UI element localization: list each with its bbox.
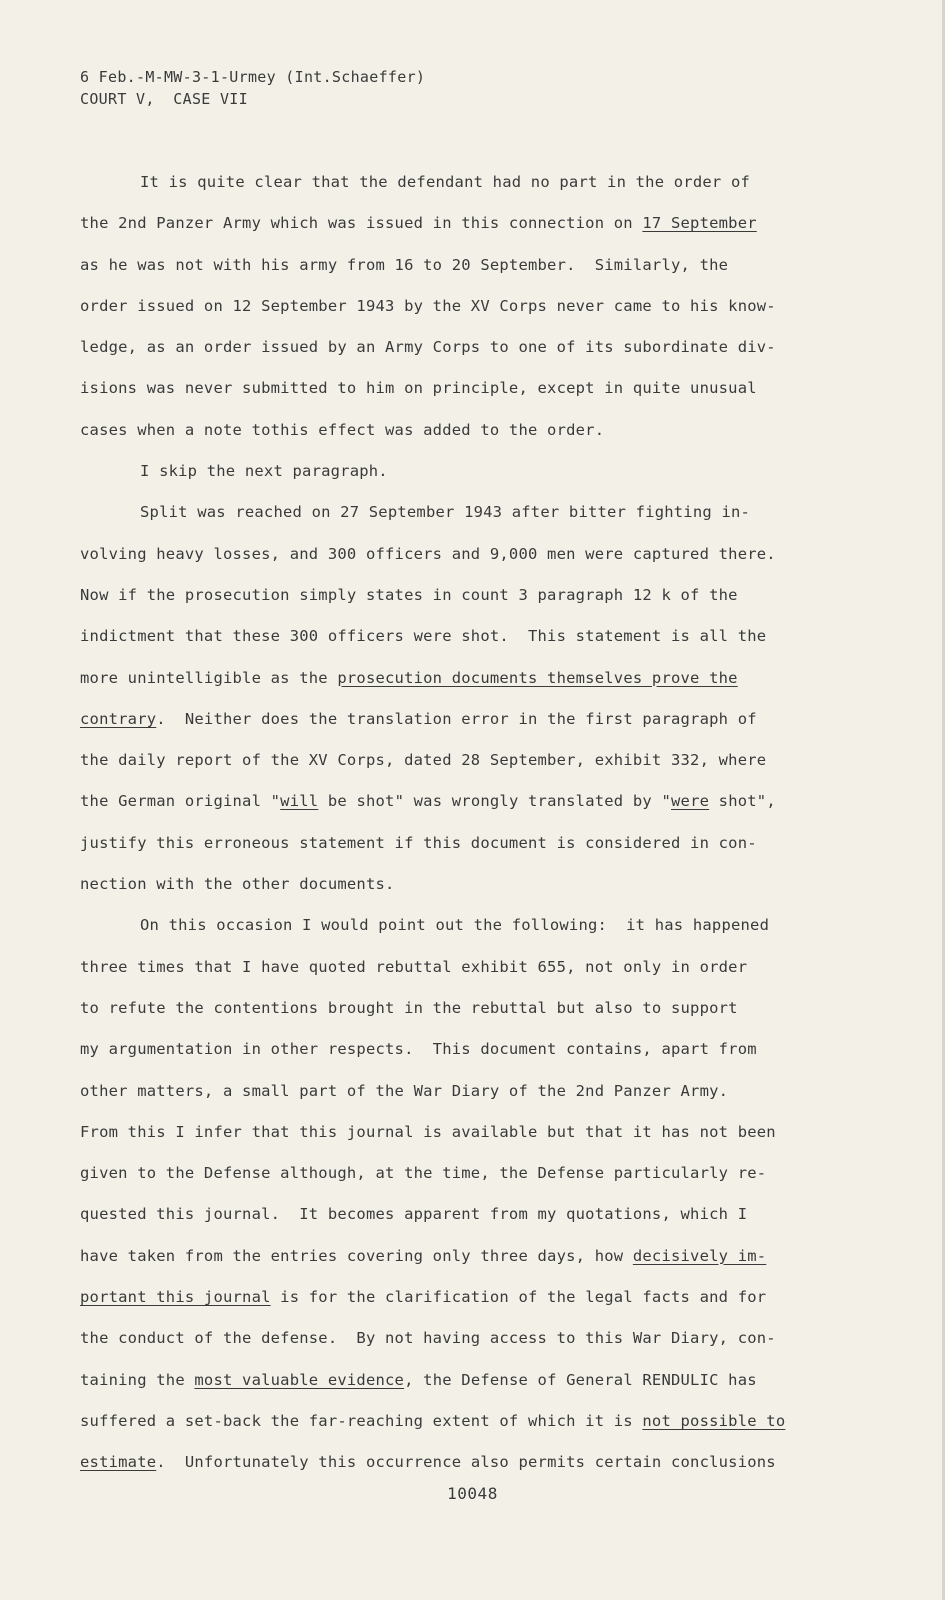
text-segment: taining the — [80, 1370, 195, 1389]
text-segment: my argumentation in other respects. This document contains, apart from — [80, 1040, 757, 1059]
text-segment: as he was not with his army from 16 to 20 September. Similarly, the — [80, 255, 729, 274]
text-segment: given to the Defense although, at the time, the Defense particularly re- — [80, 1164, 767, 1183]
underlined-text: 17 September — [642, 214, 757, 233]
document-header — [80, 66, 425, 110]
text-segment: to refute the contentions brought in the rebuttal but also to support — [80, 998, 738, 1017]
page-number: 10048 — [447, 1484, 498, 1503]
text-segment: indictment that these 300 officers were shot. This statement is all the — [80, 627, 767, 646]
text-line — [80, 162, 840, 203]
underlined-text: prosecution documents themselves prove the — [337, 668, 738, 687]
text-line — [80, 864, 840, 905]
text-segment: volving heavy losses, and 300 officers and 9,000 men were captured there. — [80, 544, 776, 563]
text-line — [80, 492, 840, 533]
text-segment: From this I infer that this journal is available but that it has not been — [80, 1122, 776, 1141]
text-line — [80, 658, 840, 699]
text-segment: order issued on 12 September 1943 by the XV Corps never came to his know- — [80, 296, 776, 315]
underlined-text: will — [280, 792, 319, 811]
text-line — [80, 905, 840, 946]
text-segment: ledge, as an order issued by an Army Corps to one of its subordinate div- — [80, 338, 776, 357]
text-segment: is for the clarification of the legal facts and for — [270, 1288, 767, 1307]
text-line — [80, 947, 840, 988]
text-segment: the conduct of the defense. By not having access to this War Diary, con- — [80, 1329, 776, 1348]
text-line — [80, 203, 840, 244]
text-line — [80, 781, 840, 822]
text-line — [80, 616, 840, 657]
text-segment: isions was never submitted to him on principle, except in quite unusual — [80, 379, 757, 398]
underlined-text: decisively im- — [632, 1246, 767, 1265]
text-segment: the 2nd Panzer Army which was issued in this connection on — [80, 214, 643, 233]
text-segment: nection with the other documents. — [80, 875, 395, 894]
underlined-text: portant this journal — [80, 1288, 271, 1307]
text-segment: cases when a note tothis effect was added to the order. — [80, 420, 605, 439]
text-line — [80, 1401, 840, 1442]
text-line — [80, 1029, 840, 1070]
text-segment: shot", — [709, 792, 776, 811]
text-line — [80, 1112, 840, 1153]
text-segment: . Neither does the translation error in the first paragraph of — [156, 709, 757, 728]
text-line — [80, 1071, 840, 1112]
text-line — [80, 1236, 840, 1277]
underlined-text: estimate — [80, 1453, 157, 1472]
text-line — [80, 699, 840, 740]
text-segment: the daily report of the XV Corps, dated 28 September, exhibit 332, where — [80, 751, 767, 770]
text-line — [80, 410, 840, 451]
text-line — [80, 823, 840, 864]
underlined-text: not possible to — [642, 1411, 786, 1430]
text-segment: other matters, a small part of the War Diary of the 2nd Panzer Army. — [80, 1081, 729, 1100]
underlined-text: contrary — [80, 709, 157, 728]
text-line — [80, 1442, 840, 1483]
text-line — [80, 534, 840, 575]
text-line — [80, 1153, 840, 1194]
underlined-text: most valuable evidence — [194, 1370, 405, 1389]
text-segment: suffered a set-back the far-reaching extent of which it is — [80, 1411, 643, 1430]
text-segment: justify this erroneous statement if this document is considered in con- — [80, 833, 757, 852]
text-line — [80, 1277, 840, 1318]
text-segment: more unintelligible as the — [80, 668, 338, 687]
text-line — [80, 988, 840, 1029]
text-segment: On this occasion I would point out the following: it has happened — [140, 916, 770, 935]
text-segment: Now if the prosecution simply states in count 3 paragraph 12 k of the — [80, 585, 738, 604]
text-segment: . Unfortunately this occurrence also permits certain conclusions — [156, 1453, 776, 1472]
text-line — [80, 740, 840, 781]
text-line — [80, 286, 840, 327]
text-segment: quested this journal. It becomes apparent from my quotations, which I — [80, 1205, 748, 1224]
text-segment: , the Defense of General RENDULIC has — [404, 1370, 757, 1389]
text-segment: have taken from the entries covering only three days, how — [80, 1246, 633, 1265]
text-line — [80, 1360, 840, 1401]
text-line — [80, 1194, 840, 1235]
text-line — [80, 451, 840, 492]
text-line — [80, 575, 840, 616]
text-segment: It is quite clear that the defendant had no part in the order of — [140, 173, 751, 191]
text-line — [80, 245, 840, 286]
text-segment: Split was reached on 27 September 1943 after bitter fighting in- — [140, 503, 751, 522]
underlined-text: were — [671, 792, 710, 811]
text-segment: be shot" was wrongly translated by " — [318, 792, 671, 811]
text-line — [80, 1318, 840, 1359]
text-segment: I skip the next paragraph. — [140, 462, 388, 481]
document-body — [80, 162, 840, 1484]
text-line — [80, 327, 840, 368]
text-segment: three times that I have quoted rebuttal exhibit 655, not only in order — [80, 957, 748, 976]
text-segment: the German original " — [80, 792, 281, 811]
text-line — [80, 368, 840, 409]
header-court-case-line: COURT V, CASE VII — [80, 90, 248, 108]
header-reference-line: 6 Feb.-M-MW-3-1-Urmey (Int.Schaeffer) — [80, 68, 426, 86]
